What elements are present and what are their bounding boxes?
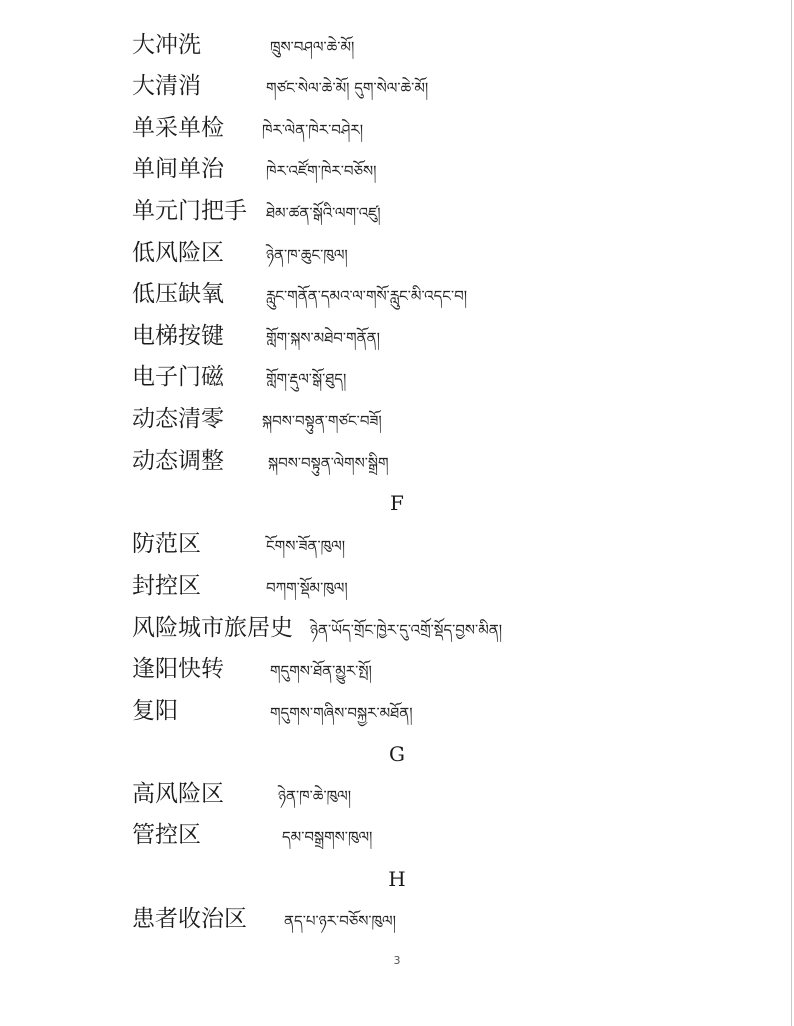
tibetan-term: ཉེན་ཡོད་གྲོང་ཁྱེར་དུ་འགྲོ་སྡོད་བྱས་མིན། [310, 621, 503, 639]
glossary-entry [132, 113, 752, 147]
chinese-term: 动态调整 [132, 448, 224, 474]
chinese-term: 风险城市旅居史 [132, 615, 293, 641]
tibetan-term: ངོགས་ཟོན་ཁུལ། [266, 537, 346, 555]
section-letter-g: G [389, 742, 405, 766]
chinese-term: 低风险区 [132, 240, 224, 266]
tibetan-term: དམ་བསྒྲགས་ཁུལ། [282, 828, 373, 846]
chinese-term: 防范区 [132, 531, 201, 557]
tibetan-term: རླུང་གནོན་དམའ་ལ་གསོ་རླུང་མི་འདང་བ། [266, 287, 468, 305]
chinese-term: 逢阳快转 [132, 656, 224, 682]
chinese-term: 管控区 [132, 822, 201, 848]
glossary-entry [132, 904, 752, 938]
tibetan-term: གདུགས་གཞིས་བསྐྱར་མཐོན། [270, 704, 413, 722]
glossary-entry [132, 696, 752, 730]
chinese-term: 封控区 [132, 573, 201, 599]
tibetan-term: ཁེར་ལེན་ཁེར་བཤེར། [262, 121, 364, 139]
glossary-entry [132, 279, 752, 313]
tibetan-term: གཙང་སེལ་ཆེ་མོ། དུག་སེལ་ཆེ་མོ། [266, 79, 429, 97]
chinese-term: 单元门把手 [132, 198, 247, 224]
chinese-term: 高风险区 [132, 781, 224, 807]
chinese-term: 电子门磁 [132, 364, 224, 390]
tibetan-term: གློག་སྐས་མཐེབ་གནོན། [266, 329, 380, 347]
tibetan-term: ཁྲུས་བཤལ་ཆེ་མོ། [270, 38, 355, 56]
tibetan-term: གདུགས་ཐོན་མྱུར་སྤོ། [270, 662, 372, 680]
chinese-term: 单采单检 [132, 115, 224, 141]
glossary-entry [132, 529, 752, 563]
chinese-term: 复阳 [132, 698, 178, 724]
glossary-entry [132, 613, 752, 647]
tibetan-term: ཁེར་འཛོག་ཁེར་བཅོས། [266, 162, 377, 180]
chinese-term: 大冲洗 [132, 32, 201, 58]
glossary-entry [132, 404, 752, 438]
chinese-term: 单间单治 [132, 156, 224, 182]
glossary-entry [132, 362, 752, 396]
tibetan-term: སྐབས་བསྟུན་ལེགས་སྒྲིག [268, 454, 389, 472]
glossary-entry [132, 238, 752, 272]
glossary-entry [132, 654, 752, 688]
section-letter-f: F [390, 491, 404, 515]
glossary-entry [132, 446, 752, 480]
glossary-entry [132, 820, 752, 854]
glossary-entry [132, 154, 752, 188]
tibetan-term: ཐེམ་ཚན་སྒོའི་ལག་འཛུ། [266, 204, 381, 222]
chinese-term: 电梯按键 [132, 323, 224, 349]
chinese-term: 动态清零 [132, 406, 224, 432]
tibetan-term: ཉེན་ཁ་ཆུང་ཁུལ། [266, 246, 348, 264]
page-number: 3 [393, 954, 401, 967]
chinese-term: 大清消 [132, 73, 201, 99]
chinese-term: 低压缺氧 [132, 281, 224, 307]
glossary-entry [132, 321, 752, 355]
tibetan-term: སྐབས་བསྟུན་གཙང་བཟོ། [262, 412, 382, 430]
tibetan-term: གློག་རྡུལ་སྒོ་ཐུད། [266, 370, 347, 388]
glossary-entry [132, 71, 752, 105]
tibetan-term: བཀག་སྡོམ་ཁུལ། [266, 579, 348, 597]
glossary-entry [132, 779, 752, 813]
glossary-entry [132, 196, 752, 230]
section-letter-h: H [388, 867, 406, 891]
glossary-entry [132, 30, 752, 64]
tibetan-term: ནད་པ་ཉར་བཅོས་ཁུལ། [284, 912, 396, 930]
chinese-term: 患者收治区 [132, 906, 247, 932]
tibetan-term: ཉེན་ཁ་ཆེ་ཁུལ། [278, 787, 352, 805]
glossary-entry [132, 571, 752, 605]
